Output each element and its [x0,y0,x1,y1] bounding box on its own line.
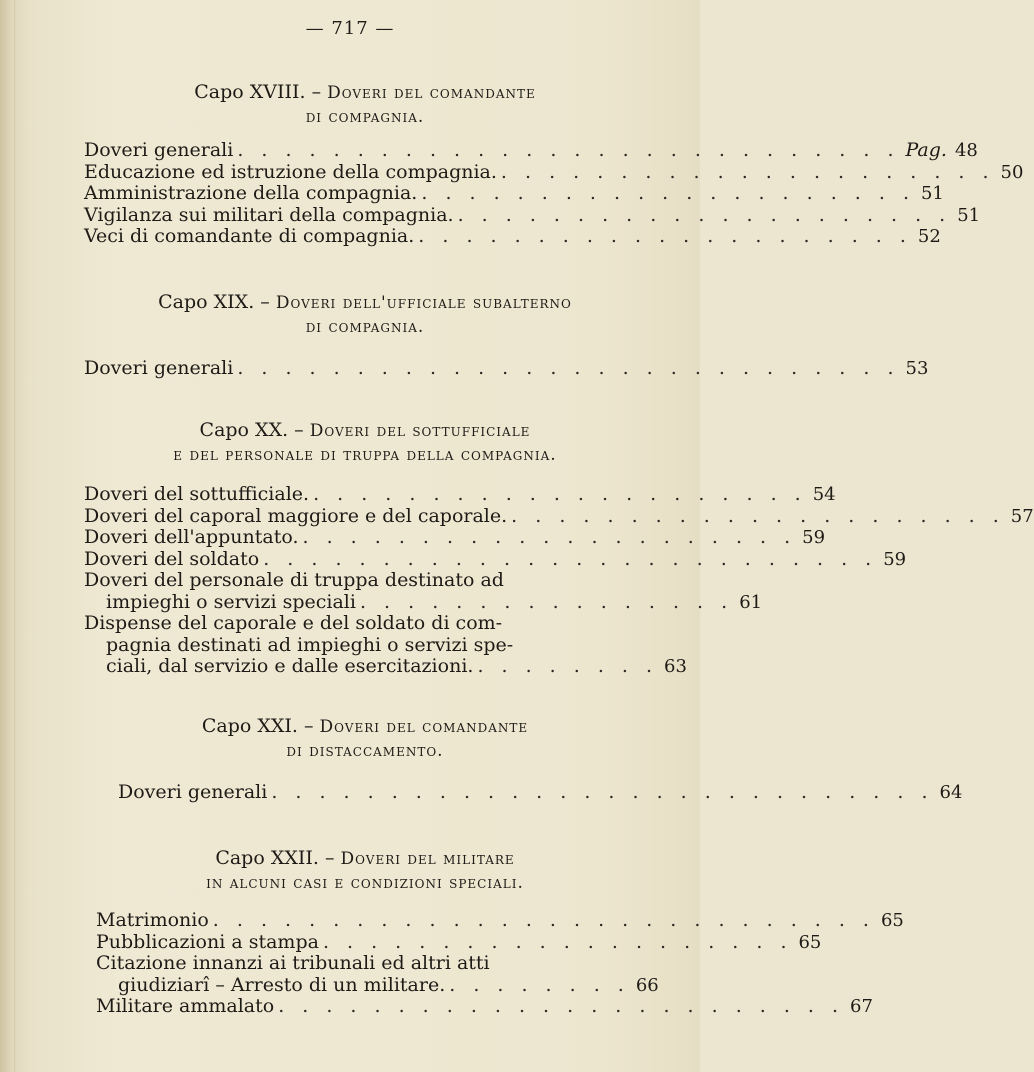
dot-leader: . . . . . . . . . . . . . . . . . . . . . [302,526,797,548]
chapter-heading-xxii [80,846,650,895]
toc-entry[interactable] [84,613,656,635]
toc-entry-text: Pubblicazioni a stampa [96,930,319,953]
dot-leader: . . . . . . . . . . . . . . . . . . . . . [457,203,952,226]
chapter-lead: Capo XIX. – [158,291,270,313]
toc-entry-text: Doveri del caporal maggiore e del caporale. [84,504,508,527]
chapter-title-line2: in alcuni casi e condizioni speciali. [206,873,524,893]
toc-entry[interactable] [84,160,1024,184]
toc-entry-page: 64 [939,782,963,803]
toc-entry-continuation[interactable] [84,590,763,614]
toc-entry-text: Doveri generali [118,781,268,803]
toc-entry-page: 61 [739,591,763,613]
chapter-lead: Capo XX. – [199,419,304,441]
toc-entry-text: Doveri dell'appuntato. [84,526,299,548]
dot-leader: . . . . . . . . . . . . . . . . . . . . . . . . . . . . [237,139,900,161]
toc-entry-text-continued: pagnia destinati ad impieghi o servizi spe- [106,633,514,656]
toc-entry-page: 54 [812,484,836,505]
dot-leader: . . . . . . . . . . . . . . . . . . . . [322,930,793,953]
dot-leader: . . . . . . . . . . . . . . . . [359,590,734,613]
dot-leader: . . . . . . . . . . . . . . . . . . . . . [500,160,995,183]
toc-list-xx [84,483,1034,678]
toc-entry-text: Vigilanza sui militari della compagnia. [84,203,454,226]
toc-entry[interactable] [96,930,822,954]
chapter-lead: Capo XXI. – [201,715,314,737]
toc-entry-text: Veci di comandante di compagnia. [84,225,415,247]
chapter-title-line2: e del personale di truppa della compagnia. [173,445,557,465]
toc-entry-page: 65 [880,910,904,931]
chapter-title: Doveri del militare [340,849,515,869]
toc-entry-text-continued: ciali, dal servizio e dalle esercitazioni. [106,655,474,677]
toc-list-xxii [96,909,904,1018]
chapter-heading-xx [80,418,650,467]
dot-leader: . . . . . . . . . . . . . . . . . . . . . . . . . . . . [212,909,875,931]
toc-entry[interactable] [84,357,929,380]
chapter-heading-xviii [80,80,650,129]
chapter-heading-xix [80,290,650,339]
chapter-heading-xxi [80,714,650,763]
dot-leader: . . . . . . . . [449,973,630,996]
toc-entry[interactable] [84,570,656,592]
toc-entry[interactable] [96,909,904,932]
toc-entry-page: 50 [1000,161,1024,183]
toc-entry-text: Militare ammalato [96,995,275,1017]
toc-entry-page: 59 [883,548,907,570]
toc-entry[interactable] [84,182,944,205]
toc-entry-text: Dispense del caporale e del soldato di com- [84,612,503,634]
dot-leader: . . . . . . . . . . . . . . . . . . . . . [313,483,807,505]
toc-list-xviii [84,139,1024,248]
toc-entry-page: 51 [957,204,981,226]
chapter-title: Doveri del comandante [327,83,536,103]
toc-entry-page: 48 [954,140,978,161]
toc-entry-text: Citazione innanzi ai tribunali ed altri atti [96,952,490,974]
toc-entry-text: Doveri generali [84,139,234,161]
toc-list-xxi [118,781,963,804]
toc-entry-text: Educazione ed istruzione della compagnia. [84,160,497,183]
dot-leader: . . . . . . . . . . . . . . . . . . . . . . . . . . [263,547,878,570]
dot-leader: . . . . . . . . . . . . . . . . . . . . . . . . . . . . [237,357,900,379]
toc-entry-continuation[interactable] [84,635,656,657]
dot-leader: . . . . . . . . . . . . . . . . . . . . . . . . . . . . [271,781,934,803]
chapter-title: Doveri dell'ufficiale subalterno [275,293,572,313]
toc-entry-page: 59 [802,527,826,548]
dot-leader: . . . . . . . . . . . . . . . . . . . . . [421,182,915,204]
chapter-title-line2: di distaccamento. [286,741,444,761]
toc-entry-text: Doveri generali [84,357,234,379]
toc-entry[interactable] [84,483,836,506]
toc-entry[interactable] [96,953,656,975]
book-gutter [0,0,15,1072]
toc-entry[interactable] [84,504,1034,528]
toc-entry-page: 51 [920,183,944,204]
toc-entry[interactable] [84,203,981,227]
chapter-lead: Capo XXII. – [215,847,335,869]
toc-entry-text: Doveri del personale di truppa destinato ad [84,569,504,591]
chapter-title: Doveri del comandante [319,717,529,737]
chapter-title: Doveri del sottufficiale [309,421,531,441]
toc-entry-page: 67 [850,996,873,1017]
pag-label: Pag. [905,139,947,161]
toc-entry[interactable] [84,547,907,571]
toc-entry-continuation[interactable] [96,973,659,997]
toc-list-xix [84,357,929,380]
dot-leader: . . . . . . . . . . . . . . . . . . . . . . . . [278,995,845,1017]
toc-entry-text: Doveri del soldato [84,547,260,570]
chapter-title-line2: di compagnia. [305,317,425,337]
toc-entry-page: 66 [635,974,659,996]
toc-entry[interactable] [96,995,873,1018]
toc-entry-text: Matrimonio [96,909,209,931]
toc-entry[interactable] [118,781,963,804]
dot-leader: . . . . . . . . . . . . . . . . . . . . . [418,225,912,247]
toc-entry-page: 63 [664,656,687,677]
page-number: — 717 — [305,18,395,39]
toc-entry-continuation[interactable] [84,655,687,678]
toc-entry-page: 52 [917,226,941,247]
dot-leader: . . . . . . . . [477,655,659,677]
toc-entry-text: Doveri del sottufficiale. [84,483,310,505]
toc-entry-page: 65 [798,931,822,953]
chapter-lead: Capo XVIII. – [194,81,322,103]
toc-entry[interactable] [84,139,978,162]
toc-entry-text-continued: impieghi o servizi speciali [106,590,356,613]
toc-entry[interactable] [84,225,941,248]
toc-entry[interactable] [84,526,826,549]
toc-entry-page: 53 [905,358,929,379]
chapter-title-line2: di compagnia. [305,107,425,127]
toc-entry-text: Amministrazione della compagnia. [84,182,418,204]
toc-entry-page: 57 [1010,505,1034,527]
toc-entry-text-continued: giudiziarî – Arresto di un militare. [118,973,446,996]
dot-leader: . . . . . . . . . . . . . . . . . . . . . [511,504,1005,527]
